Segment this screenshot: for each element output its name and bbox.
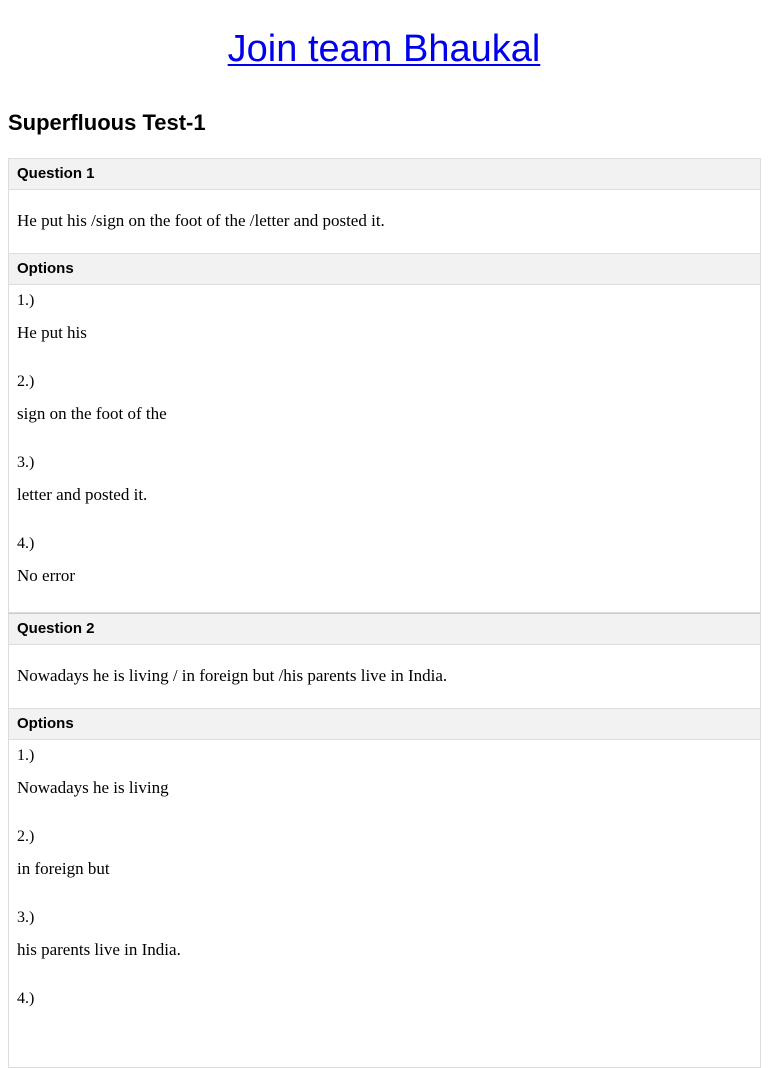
option-number: 1.) xyxy=(17,292,35,309)
option-item[interactable] xyxy=(17,746,752,827)
option-item[interactable] xyxy=(17,534,752,612)
site-header xyxy=(0,28,768,71)
option-text: No error xyxy=(17,566,76,585)
option-text: letter and posted it. xyxy=(17,485,148,504)
option-item[interactable] xyxy=(17,989,752,1067)
options-header: Options xyxy=(9,709,760,740)
options-list xyxy=(9,285,760,612)
option-number: 2.) xyxy=(17,828,35,845)
options-header: Options xyxy=(9,254,760,285)
option-item[interactable] xyxy=(17,372,752,453)
question-text: Nowadays he is living / in foreign but /his parents live in India. xyxy=(9,645,760,709)
option-item[interactable] xyxy=(17,827,752,908)
option-number: 2.) xyxy=(17,373,35,390)
option-text: Nowadays he is living xyxy=(17,778,169,797)
question-text: He put his /sign on the foot of the /letter and posted it. xyxy=(9,190,760,254)
option-number: 4.) xyxy=(17,535,35,552)
options-list xyxy=(9,740,760,1067)
option-text: in foreign but xyxy=(17,859,110,878)
option-text: He put his xyxy=(17,323,87,342)
questions-list xyxy=(8,158,761,1068)
option-text: his parents live in India. xyxy=(17,940,181,959)
join-team-link[interactable]: Join team Bhaukal xyxy=(227,28,541,70)
option-item[interactable] xyxy=(17,453,752,534)
question-label: Question 2 xyxy=(9,614,760,645)
option-item[interactable] xyxy=(17,908,752,989)
option-number: 3.) xyxy=(17,454,35,471)
option-text: sign on the foot of the xyxy=(17,404,167,423)
question-card xyxy=(8,158,761,613)
option-number: 4.) xyxy=(17,990,35,1007)
option-item[interactable] xyxy=(17,291,752,372)
option-number: 3.) xyxy=(17,909,35,926)
question-card xyxy=(8,613,761,1068)
question-label: Question 1 xyxy=(9,159,760,190)
option-number: 1.) xyxy=(17,747,35,764)
page-title: Superfluous Test-1 xyxy=(8,110,206,135)
